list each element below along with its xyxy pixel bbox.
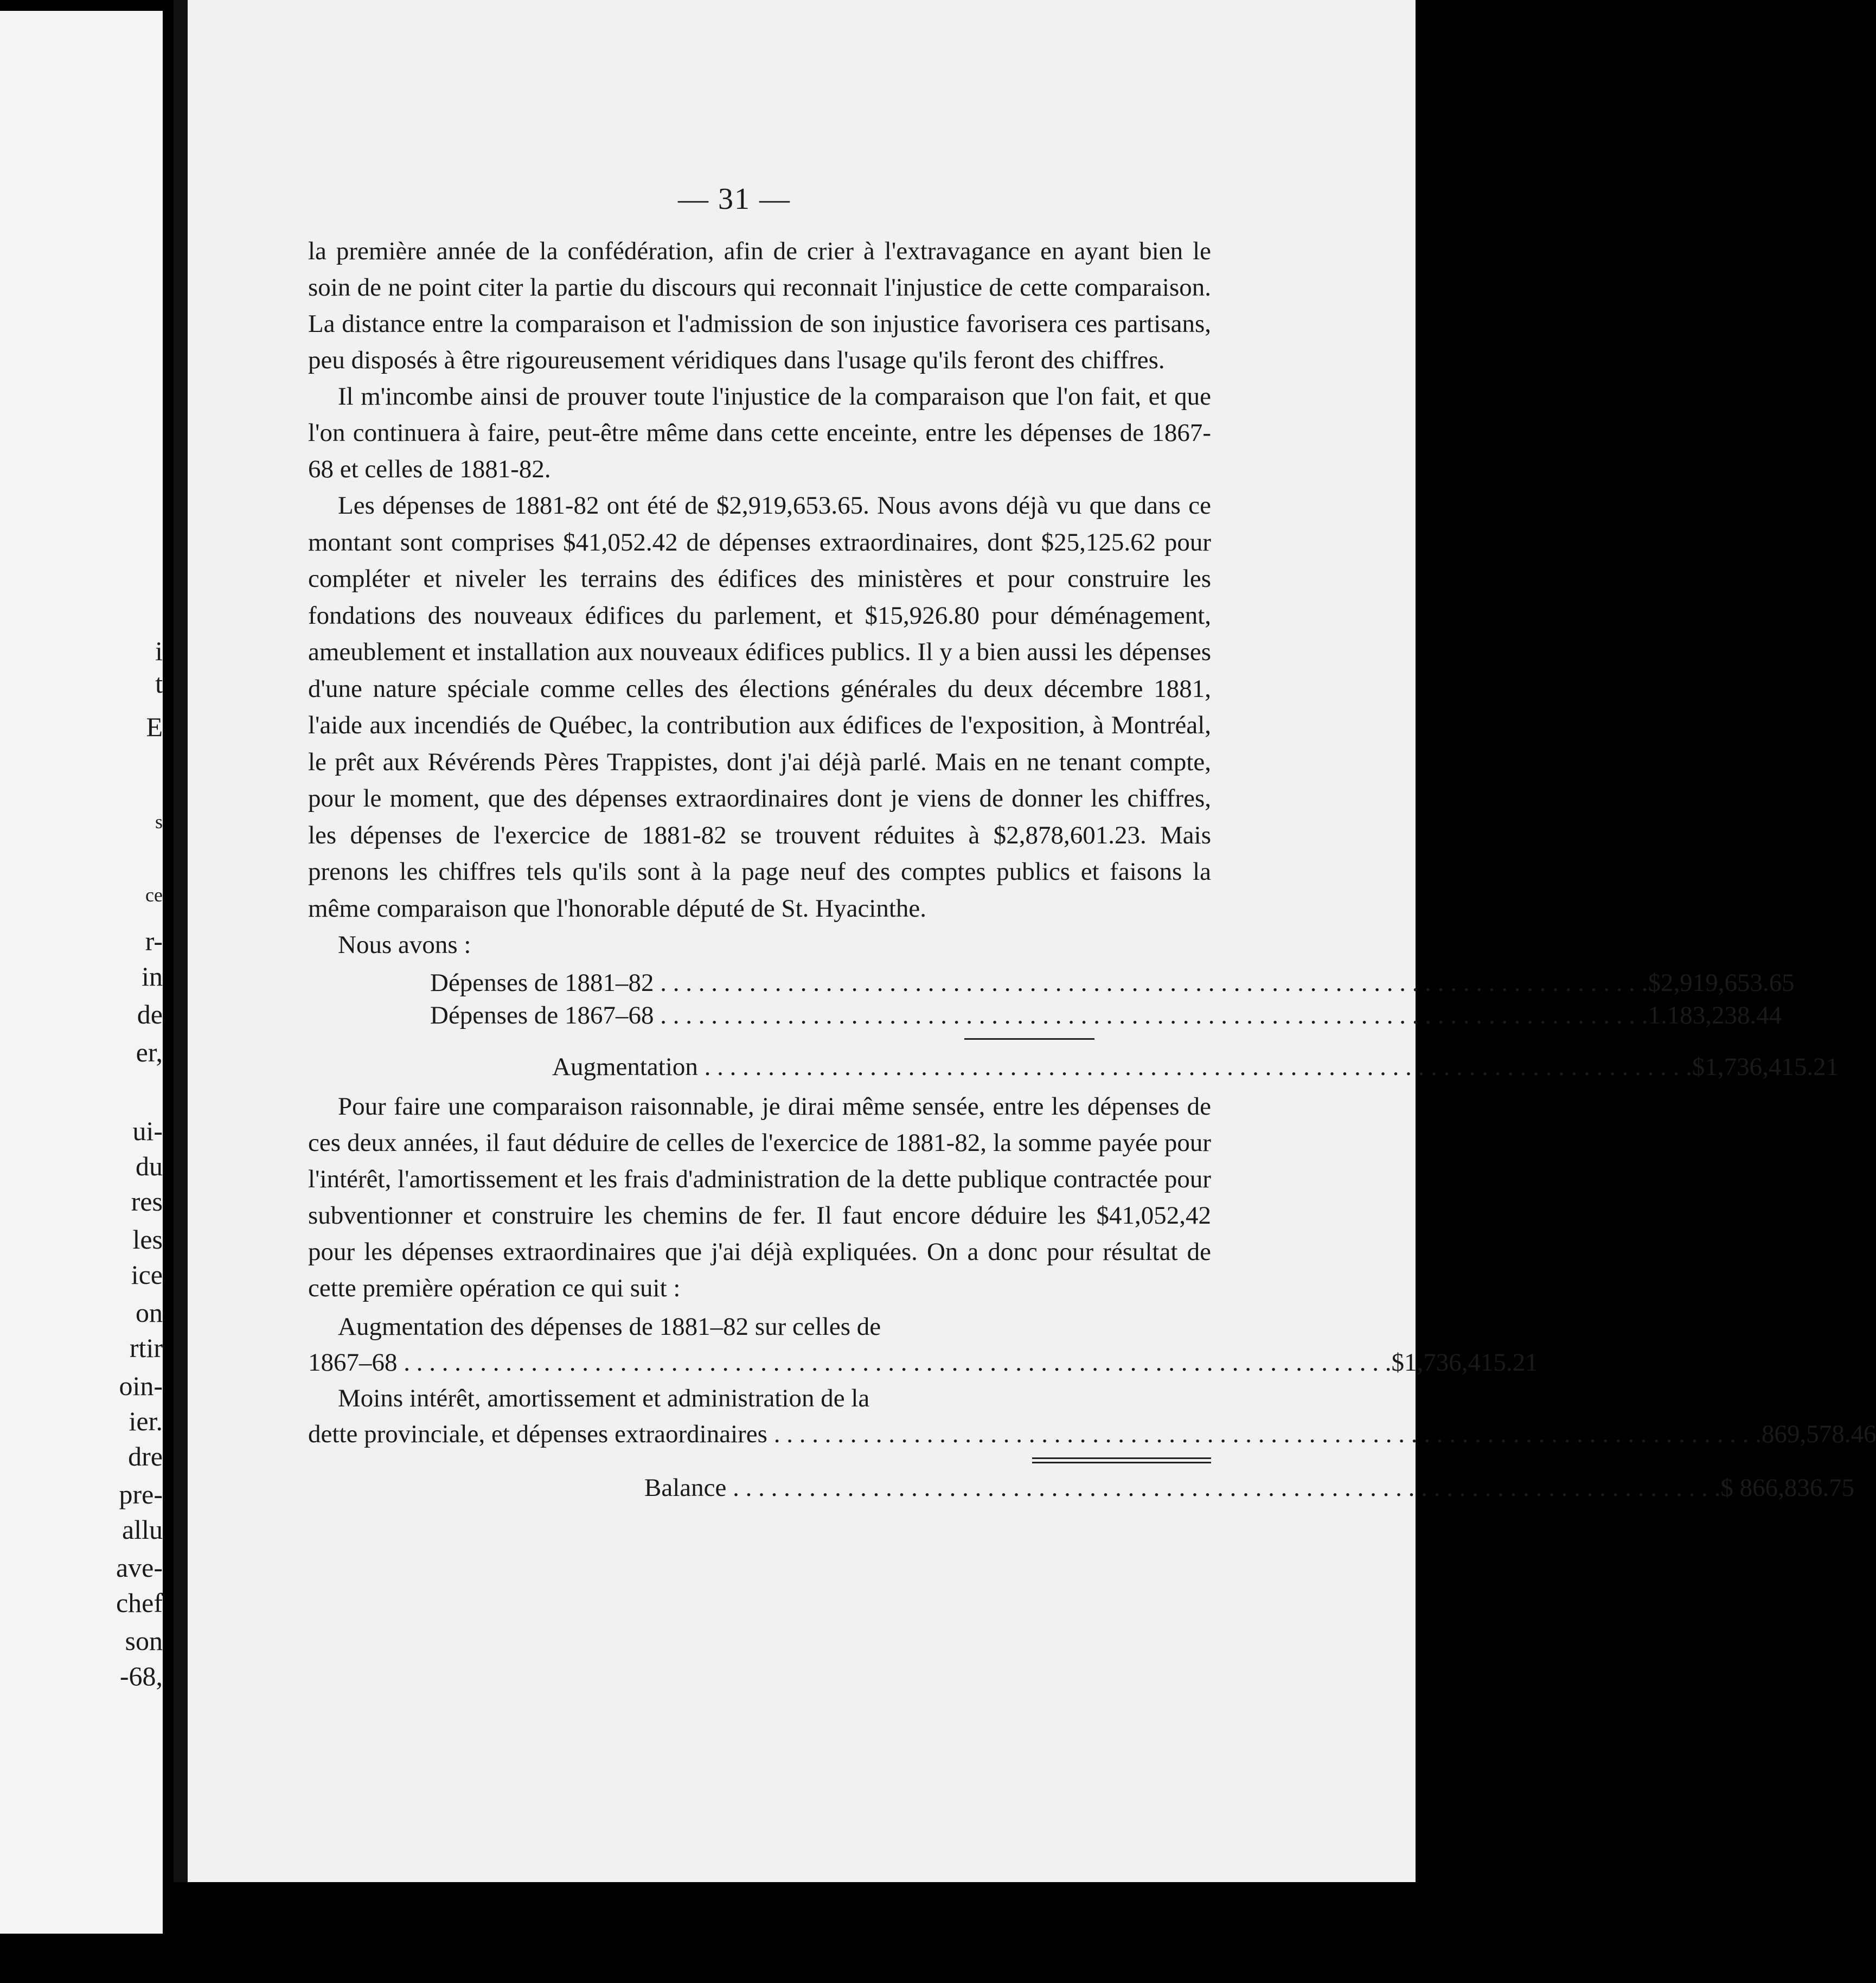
table-row (308, 1345, 1538, 1380)
left-fragment: ui- (132, 1116, 163, 1146)
left-fragment: s (155, 811, 163, 833)
row-amount: 869,578.46 (1761, 1420, 1876, 1448)
left-page-margin (0, 11, 163, 1934)
left-fragment: rtir (129, 1333, 163, 1363)
row-label: Dépenses de 1881–82 . . . (430, 967, 1648, 999)
left-fragment: son (125, 1626, 163, 1656)
total-rule (1032, 1462, 1211, 1463)
expense-table (430, 967, 1839, 1083)
left-fragment: du (136, 1151, 163, 1181)
row-amount: $2,919,653.65 (1648, 969, 1795, 997)
row-label: Moins intérêt, amortissement et administration de la (338, 1384, 870, 1412)
total-rule (964, 1038, 1094, 1040)
left-fragment: -68, (119, 1661, 163, 1691)
total-label: Augmentation . . . (552, 1051, 1692, 1083)
row-amount: $1,736,415.21 (1391, 1348, 1538, 1377)
left-fragment: de (137, 999, 163, 1029)
left-fragment: in (142, 961, 163, 992)
row-label: 1867–68 . . . (308, 1345, 1392, 1380)
paragraph: Pour faire une comparaison raisonnable, je dirai même sensée, entre les dépenses de ces deux années, il faut déduire de celles de l'exercice de 1881-82, la somme payée pour l'intérêt, l'amortissement et les frais d'administration de la dette publique contractée pour subventionner et construire les chemins de fer. Il faut encore déduire les $41,052,42 pour les dépenses extraordinaires que j'ai déjà expliquées. On a donc pour résultat de cette première opération ce qui suit : (308, 1092, 1211, 1302)
balance-table (308, 1309, 1876, 1506)
total-amount: $1,736,415.21 (1692, 1053, 1839, 1081)
total-amount: $ 866,836.75 (1720, 1474, 1855, 1502)
left-fragment: t (155, 668, 163, 699)
total-label: Balance . . . (644, 1470, 1720, 1506)
left-fragment: er, (136, 1037, 163, 1067)
left-fragment: i (155, 636, 163, 666)
left-fragment: ice (131, 1259, 163, 1290)
paragraph: Nous avons : (338, 931, 471, 959)
paragraph: la première année de la confédération, afin de crier à l'extravagance en ayant bien le soin de ne point citer la partie du discours qui reconnait l'injustice de cette comparaison. La distance entre la comparaison et l'admission de son injustice favorisera ces partisans, peu disposés à être rigoureusement véridiques dans l'usage qu'ils feront des chiffres. (308, 237, 1211, 374)
left-fragment: res (131, 1186, 163, 1217)
table-row (430, 967, 1795, 999)
table-row (308, 1416, 1876, 1452)
left-fragment: r- (145, 926, 163, 956)
left-fragment: ier. (129, 1406, 163, 1436)
page-number: — 31 — (678, 182, 791, 216)
left-fragment: ce (145, 884, 163, 906)
total-row (308, 1470, 1855, 1506)
left-fragment: oin- (119, 1371, 163, 1401)
left-fragment: ave- (116, 1552, 163, 1583)
row-label: dette provinciale, et dépenses extraordinaires . . . (308, 1416, 1762, 1452)
row-label: Dépenses de 1867–68 . . . (430, 999, 1648, 1032)
row-label: Augmentation des dépenses de 1881–82 sur celles de (338, 1313, 881, 1341)
paragraph: Il m'incombe ainsi de prouver toute l'injustice de la comparaison que l'on fait, et que l'on continuera à faire, peut-être même dans cette enceinte, entre les dépenses de 1867-68 et celles de 1881-82. (308, 382, 1211, 483)
left-fragment: pre- (119, 1479, 163, 1509)
left-fragment: les (132, 1224, 163, 1255)
left-fragment: dre (128, 1441, 163, 1472)
paragraph: Les dépenses de 1881-82 ont été de $2,919,653.65. Nous avons déjà vu que dans ce montant sont comprises $41,052.42 de dépenses extraordinaires, dont $25,125.62 pour compléter et niveler les terrains des édifices des ministères et pour construire les fondations des nouveaux édifices du parlement, et $15,926.80 pour déménagement, ameublement et installation aux nouveaux édifices publics. Il y a bien aussi les dépenses d'une nature spéciale comme celles des élections générales du deux décembre 1881, l'aide aux incendiés de Québec, la contribution aux édifices de l'exposition, à Montréal, le prêt aux Révérends Pères Trappistes, dont j'ai déjà parlé. Mais en ne tenant compte, pour le moment, que des dépenses extraordinaires dont je viens de donner les chiffres, les dépenses de l'exercice de 1881-82 se trouvent réduites à $2,878,601.23. Mais prenons les chiffres tels qu'ils sont à la page neuf des comptes publics et faisons la même comparaison que l'honorable député de St. Hyacinthe. (308, 491, 1211, 923)
table-row (430, 999, 1782, 1032)
row-amount: 1.183,238.44 (1648, 1001, 1782, 1029)
left-fragment: on (136, 1297, 163, 1328)
left-fragment: chef (116, 1588, 163, 1618)
left-fragment: E (146, 712, 163, 742)
left-fragment: allu (122, 1514, 163, 1545)
total-row (430, 1051, 1839, 1083)
page-body (308, 233, 1876, 1506)
total-rule (1032, 1457, 1211, 1459)
